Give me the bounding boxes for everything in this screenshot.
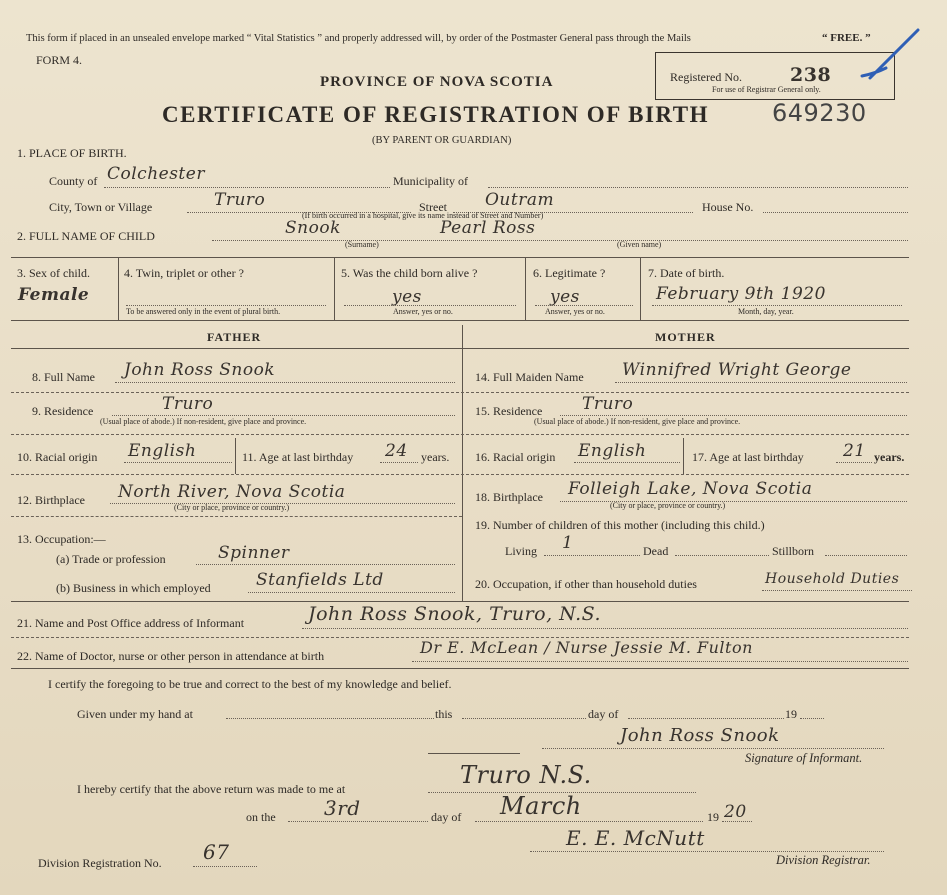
registrar-signature: E. E. McNutt (566, 826, 705, 850)
father-name-label: 8. Full Name (32, 370, 95, 384)
certificate-subtitle: (BY PARENT OR GUARDIAN) (372, 135, 512, 146)
mother-age-value: 21 (843, 441, 866, 461)
postal-note: This form if placed in an unsealed envelope marked “ Vital Statistics ” and properly addressed will, by order of the Postmaster General pass through the Mails (26, 33, 691, 44)
given-under-label: Given under my hand at (77, 707, 193, 721)
mother-residence-value: Truro (582, 394, 634, 414)
informant-signature: John Ross Snook (620, 725, 780, 746)
child-given-name: Pearl Ross (440, 218, 536, 238)
registered-label: Registered No. (670, 70, 742, 84)
mother-racial-value: English (578, 441, 647, 461)
father-residence-note: (Usual place of abode.) If non-resident, give place and province. (100, 417, 307, 426)
mother-occupation-label: 20. Occupation, if other than household duties (475, 577, 697, 591)
father-residence-value: Truro (162, 394, 214, 414)
certificate-title: CERTIFICATE OF REGISTRATION OF BIRTH (162, 102, 709, 127)
alive-note: Answer, yes or no. (393, 307, 453, 316)
mother-name-value: Winnifred Wright George (622, 360, 852, 380)
return-year-prefix: 19 (707, 810, 719, 824)
blue-check-mark (858, 26, 922, 82)
occupation-heading: 13. Occupation:— (17, 532, 106, 546)
registrar-caption: Division Registrar. (776, 853, 871, 867)
informant-signature-caption: Signature of Informant. (745, 751, 863, 765)
division-registration-label: Division Registration No. (38, 856, 162, 870)
living-value: 1 (562, 533, 574, 553)
street-value: Outram (485, 190, 555, 210)
date-value: February 9th 1920 (656, 284, 826, 304)
municipality-label: Municipality of (393, 174, 468, 188)
father-racial-value: English (128, 441, 197, 461)
place-of-birth-heading: 1. PLACE OF BIRTH. (17, 146, 127, 160)
registrar-use-note: For use of Registrar General only. (712, 85, 821, 94)
mother-name-label: 14. Full Maiden Name (475, 370, 584, 384)
father-residence-label: 9. Residence (32, 404, 94, 418)
mother-birthplace-label: 18. Birthplace (475, 490, 543, 504)
mother-heading: MOTHER (655, 330, 716, 344)
form-number: FORM 4. (36, 53, 83, 67)
this-label: this (435, 707, 453, 721)
certify-statement: I certify the foregoing to be true and correct to the best of my knowledge and belief. (48, 677, 452, 691)
county-value: Colchester (107, 164, 205, 184)
dead-label: Dead (643, 544, 669, 558)
sex-value: Female (18, 285, 90, 305)
father-birthplace-note: (City or place, province or country.) (174, 503, 290, 512)
city-label: City, Town or Village (49, 200, 153, 214)
postal-free: “ FREE. ” (822, 32, 871, 44)
date-label: 7. Date of birth. (648, 266, 725, 280)
doctor-label: 22. Name of Doctor, nurse or other person in attendance at birth (17, 649, 325, 663)
informant-label: 21. Name and Post Office address of Informant (17, 616, 245, 630)
children-count-label: 19. Number of children of this mother (including this child.) (475, 518, 765, 532)
mother-birthplace-value: Folleigh Lake, Nova Scotia (568, 479, 813, 499)
day-of-label: day of (588, 707, 619, 721)
father-heading: FATHER (207, 330, 262, 344)
county-label: County of (49, 174, 98, 188)
on-the-label: on the (246, 810, 276, 824)
return-label: I hereby certify that the above return was made to me at (77, 782, 346, 796)
business-label: (b) Business in which employed (56, 581, 211, 595)
doctor-value: Dr E. McLean / Nurse Jessie M. Fulton (420, 638, 753, 657)
father-age-label: 11. Age at last birthday (242, 450, 354, 464)
stillborn-label: Stillborn (772, 544, 815, 558)
mother-racial-label: 16. Racial origin (475, 450, 556, 464)
father-birthplace-value: North River, Nova Scotia (118, 482, 346, 502)
twin-label: 4. Twin, triplet or other ? (124, 266, 244, 280)
division-registration-value: 67 (203, 840, 230, 864)
return-year-value: 20 (724, 802, 747, 822)
return-place: Truro N.S. (460, 761, 592, 789)
given-name-caption: (Given name) (617, 240, 662, 249)
hospital-note: (If birth occurred in a hospital, give its name instead of Street and Number) (302, 211, 544, 220)
trade-value: Spinner (218, 543, 290, 563)
mother-years-label: years. (874, 450, 905, 464)
business-value: Stanfields Ltd (256, 570, 384, 590)
living-label: Living (505, 544, 537, 558)
street-label: Street (419, 200, 447, 214)
mother-residence-note: (Usual place of abode.) If non-resident, give place and province. (534, 417, 741, 426)
trade-label: (a) Trade or profession (56, 552, 166, 566)
return-day: 3rd (324, 796, 361, 820)
date-note: Month, day, year. (738, 307, 794, 316)
twin-note: To be answered only in the event of plural birth. (126, 307, 281, 316)
return-month: March (500, 792, 582, 820)
father-age-value: 24 (385, 441, 408, 461)
sex-label: 3. Sex of child. (17, 266, 90, 280)
father-birthplace-label: 12. Birthplace (17, 493, 85, 507)
stamp-number: 649230 (772, 99, 867, 127)
mother-residence-label: 15. Residence (475, 404, 543, 418)
registered-number: 238 (790, 64, 832, 86)
year-prefix: 19 (785, 707, 797, 721)
city-value: Truro (214, 190, 266, 210)
child-name-label: 2. FULL NAME OF CHILD (17, 229, 155, 243)
father-name-value: John Ross Snook (124, 360, 276, 380)
province-heading: PROVINCE OF NOVA SCOTIA (320, 74, 554, 90)
informant-value: John Ross Snook, Truro, N.S. (308, 603, 601, 625)
child-surname: Snook (285, 218, 341, 238)
alive-value: yes (392, 287, 422, 307)
surname-caption: (Surname) (345, 240, 379, 249)
mother-birthplace-note: (City or place, province or country.) (610, 501, 726, 510)
mother-age-label: 17. Age at last birthday (692, 450, 804, 464)
legitimate-note: Answer, yes or no. (545, 307, 605, 316)
mother-occupation-value: Household Duties (765, 571, 900, 587)
legitimate-value: yes (550, 287, 580, 307)
legitimate-label: 6. Legitimate ? (533, 266, 606, 280)
father-racial-label: 10. Racial origin (17, 450, 98, 464)
alive-label: 5. Was the child born alive ? (341, 266, 478, 280)
father-years-label: years. (421, 450, 450, 464)
house-number-label: House No. (702, 200, 754, 214)
return-day-of-label: day of (431, 810, 462, 824)
